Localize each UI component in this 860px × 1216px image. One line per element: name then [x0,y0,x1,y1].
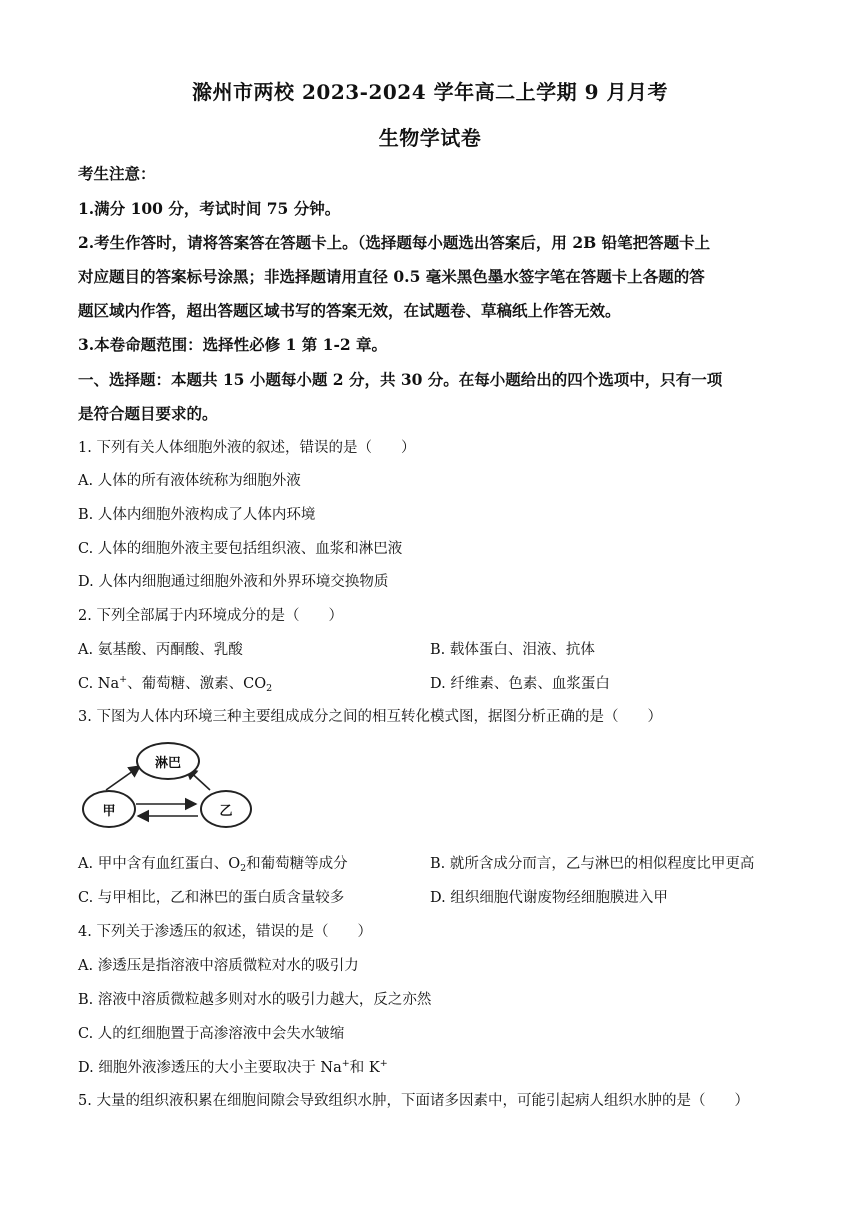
question-1-option-d: D. 人体内细胞通过细胞外液和外界环境交换物质 [78,574,389,590]
question-4-option-c: C. 人的红细胞置于高渗溶液中会失水皱缩 [78,1026,345,1042]
question-1-option-a: A. 人体的所有液体统称为细胞外液 [78,473,301,489]
question-1-option-b: B. 人体内细胞外液构成了人体内环境 [78,507,316,523]
question-2-option-b: B. 载体蛋白、泪液、抗体 [430,642,595,658]
question-1-stem: 1. 下列有关人体细胞外液的叙述，错误的是（ ） [78,440,416,456]
q4d-sup2: + [379,1058,388,1069]
section-heading-line-2: 是符合题目要求的。 [78,404,218,423]
question-3-option-c: C. 与甲相比，乙和淋巴的蛋白质含量较多 [78,890,345,906]
question-3-option-d: D. 组织细胞代谢废物经细胞膜进入甲 [430,890,668,906]
notice-item-2-line-3: 题区域内作答，超出答题区域书写的答案无效，在试题卷、草稿纸上作答无效。 [78,301,621,320]
question-5-stem: 5. 大量的组织液积累在细胞间隙会导致组织水肿，下面诸多因素中，可能引起病人组织水肿的是（ ） [78,1093,749,1109]
notice-item-2-line-2: 对应题目的答案标号涂黑；非选择题请用直径 0.5 毫米黑色墨水签字笔在答题卡上各题的答 [78,267,705,286]
question-2-option-d: D. 纤维素、色素、血浆蛋白 [430,676,610,692]
notice-heading: 考生注意： [78,164,156,183]
question-4-option-b: B. 溶液中溶质微粒越多则对水的吸引力越大，反之亦然 [78,992,432,1008]
q2c-pre: C. Na [78,676,120,692]
notice-item-1: 1.满分 100 分，考试时间 75 分钟。 [78,199,341,218]
q3a-post: 和葡萄糖等成分 [246,856,348,872]
q4d-mid: 和 K [349,1060,380,1076]
fluid-conversion-diagram [78,740,268,832]
q4d-sup1: + [341,1058,350,1069]
jia-node: 甲 [82,790,136,828]
notice-item-2-line-1: 2.考生作答时，请将答案答在答题卡上。（选择题每小题选出答案后，用 2B 铅笔把答题卡上 [78,233,711,252]
exam-title: 滁州市两校 2023-2024 学年高二上学期 9 月月考 [192,80,668,104]
arrow-jia-to-lymph [106,766,140,790]
question-1-option-c: C. 人体的细胞外液主要包括组织液、血浆和淋巴液 [78,541,403,557]
question-2-stem: 2. 下列全部属于内环境成分的是（ ） [78,608,343,624]
q2c-sub: 2 [266,683,273,694]
yi-node: 乙 [200,790,252,828]
question-4-stem: 4. 下列关于渗透压的叙述，错误的是（ ） [78,924,372,940]
section-heading-line-1: 一、选择题：本题共 15 小题每小题 2 分，共 30 分。在每小题给出的四个选项中，只有一项 [78,370,723,389]
exam-subtitle: 生物学试卷 [378,126,482,150]
notice-item-3: 3.本卷命题范围：选择性必修 1 第 1-2 章。 [78,335,388,354]
q2c-mid: 、葡萄糖、激素、CO [127,676,267,692]
question-3-stem: 3. 下图为人体内环境三种主要组成成分之间的相互转化模式图，据图分析正确的是（ ） [78,709,662,725]
question-4-option-d [78,1056,388,1077]
question-2-option-c [78,672,272,694]
question-3-option-a [78,852,348,874]
q4d-pre: D. 细胞外液渗透压的大小主要取决于 Na [78,1060,342,1076]
question-4-option-a: A. 渗透压是指溶液中溶质微粒对水的吸引力 [78,958,359,974]
question-3-option-b: B. 就所含成分而言，乙与淋巴的相似程度比甲更高 [430,856,755,872]
q3a-pre: A. 甲中含有血红蛋白、O [78,856,241,872]
lymph-node: 淋巴 [136,742,200,780]
q2c-sup: + [119,674,128,685]
q3a-sub: 2 [240,863,247,874]
question-2-option-a: A. 氨基酸、丙酮酸、乳酸 [78,642,243,658]
